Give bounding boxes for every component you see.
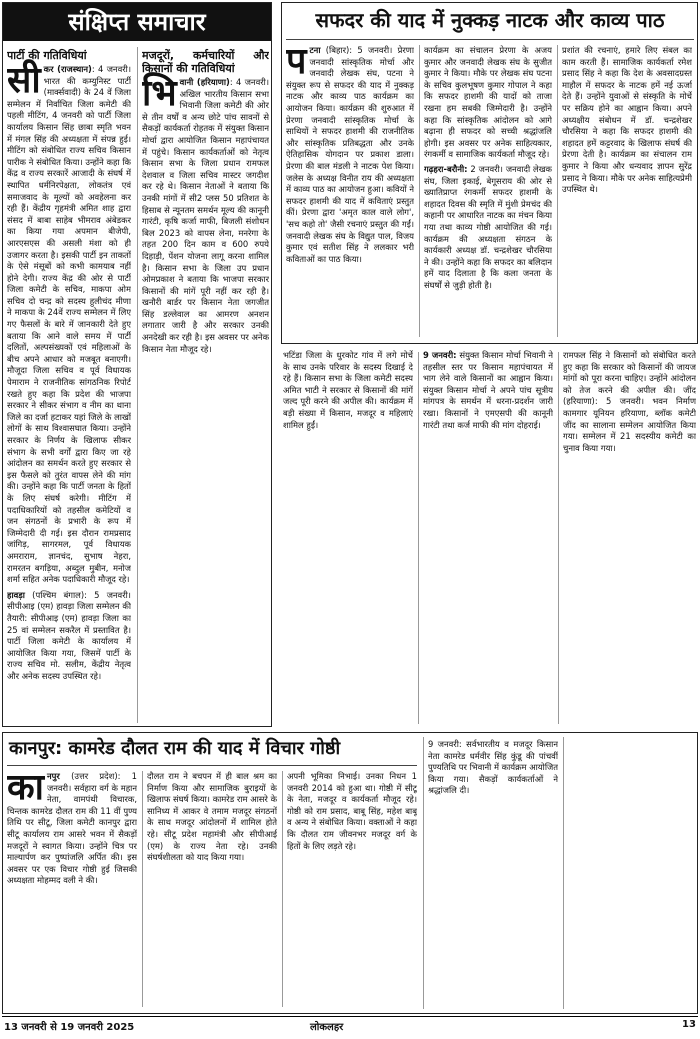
item1-text: : 4 जनवरी। भारत की कम्युनिस्ट पार्टी (मार्क्सवादी) के 24 वें जिला सम्मेलन में निर्वाचित जिला कमेटी की पहली मीटिंग, 4 जनवरी को पार्टी जिला कार्यालय किसान सिंह छाबा स्मृति भवन में मंगल सिंह की अध्यक्षता में संपन्न हुई। मीटिंग को संबोधित राज्य सचिव किसान पारीक ने संबोधित किया। उन्होंने कहा कि केंद्र व राज्य सरकारें आजादी के संघर्ष में स्थापित धर्मनिरपेक्षता, लोकतंत्र एवं समाजवाद के मूल्यों को अवहेलना कर रही हैं। केंद्रीय गृहमंत्री अमित शाह द्वारा संसद में बाबा साहेब भीमराव अंबेडकर का किया गया अपमान बीजेपी, आरएसएस की असली मंशा को ही उजागर करता है। इसकी पार्टी इन ताकतों के ऐसे मंसूबों को कभी कामयाब नहीं होने देगी। राज्य केंद्र की ओर से पार्टी जिला कमेटी के सचिव, माकपा ओम सचिव दो चन्द्र को सदस्य हुलीचंद मीणा ने माकपा के 24वें राज्य सम्मेलन में लिए गए फैसलों के बारे में जानकारी देते हुए बताया कि आने वाले समय में पार्टी दलितों, अल्पसंख्यकों एवं महिलाओं के बीच अपने आधार को मजबूत बनाएगी। मौजूदा जिला सचिव व पूर्व विधायक पेमाराम ने राजनीतिक सांगठनिक रिपोर्ट रखते हुए कहा कि प्रदेश की भाजपा सरकार ने सीकर संभाग व नीम का थाना जिले का दर्जा हटाकर यहां जिले के लाखों लोगों के साथ विश्वासघात किया। उन्होंने सरकार के निर्णय के खिलाफ सीकर संभाग के सभी वर्गों द्वारा किए जा रहे आंदोलन का समर्थन करते हुए सरकार से इस फैसले को तुरंत वापस लेने की मांग की। उन्होंने कहा कि पार्टी जनता के हितों के लिए संघर्ष करेगी। मीटिंग में पदाधिकारियों को तहसील कमेटियों व जन संगठनों के प्रभारी के रूप में जिम्मेदारी दी गई। इस दौरान रामप्रसाद जांगिड़, सागरमल, पूर्व विधायक अमराराम, ज्ञानचंद, सुभाष नेहरा, रामरतन बगड़िया, अब्दुल मुबीन, मनोज शर्मा सहित अनेक पदाधिकारी मौजूद रहे। [7, 64, 131, 585]
middle-col-2 [423, 350, 553, 726]
item2-text: सीपीआइ (एम) हावड़ा जिला सम्मेलन की तैयारी: सीपीआइ (एम) हावड़ा जिला का 25 वां सम्मेलन सकरैल में प्रस्तावित है। पार्टी जिला कमेटी के कार्यालय में आयोजित किया गया, जिसमें पार्टी के राज्य सचिव मो. सलीम, केंद्रीय नेतृत्व और अनेक सदस्य उपस्थित रहे। [7, 601, 131, 681]
bottom-place: नपुर [46, 771, 60, 781]
top-article-title: सफदर की याद में नुक्कड़ नाटक और काव्य पाठ [315, 8, 665, 32]
left-col-1 [7, 47, 131, 725]
item2-place: हावड़ा [7, 589, 25, 600]
footer-date: 13 जनवरी से 19 जनवरी 2025 [4, 1022, 135, 1033]
left-news-box [2, 2, 272, 727]
item1-heading: पार्टी की गतिविधियां [7, 49, 87, 62]
middle-col-1 [283, 350, 413, 726]
item1-place: कर (राजस्थान) [43, 64, 92, 74]
bottom-col4-text: 9 जनवरी: सर्वभारतीय व मजदूर किसान नेता कामरेड धर्मवीर सिंह कुंडू की पांचवीं पुण्यतिथि पर भिवानी में कार्यक्रम आयोजित किया गया। सैकड़ों कार्यकर्ताओं ने श्रद्धांजलि दी। [428, 739, 558, 796]
bottom-dropcap: का [7, 771, 44, 808]
item3-place: वानी (हरियाणा) [179, 77, 230, 87]
item2-dateline: (पश्चिम बंगाल): 5 जनवरी। [32, 589, 131, 600]
footer-publication: लोकलहर [310, 1022, 344, 1033]
top-col1-text: प्रेरणा जनवादी सांस्कृतिक मोर्चा और जनवादी लेखक संघ, पटना ने संयुक्त रूप से सफदर की याद में नुक्कड़ नाटक और काव्य पाठ कार्यक्रम का आयोजन किया। कार्यक्रम की शुरुआत में प्रेरणा जनवादी सांस्कृतिक मोर्चा के साथियों ने सफदर हाशमी की राजनीतिक और सांस्कृतिक प्रतिबद्धता और उनके ऐतिहासिक योगदान पर प्रकाश डाला। प्रेरणा की बाल मंडली ने नाटक पेश किया। जलेस के अध्यक्ष विनीत राय की अध्यक्षता में काव्य पाठ का आयोजन हुआ। कवियों ने सफदर हाशमी की याद में कविताएं प्रस्तुत कीं। प्रेरणा द्वारा 'अमृत काल वाले लोग', 'सच कहो तो' जैसी रचनाएं प्रस्तुत की गईं। जनवादी लेखक संघ के विद्युत पाल, विजय कुमार एवं सतीश सिंह ने ललकार भरी कविताओं का पाठ किया। [286, 45, 414, 264]
top-article-box [281, 2, 698, 344]
top-sub-place: गढ़हरा-बरौनी: [424, 163, 468, 174]
middle-col2-text: संयुक्त किसान मोर्चा भिवानी ने तहसील स्तर पर किसान महापंचायत में भाग लेने वाले किसानों का आह्वान किया। संयुक्त किसान मोर्चा ने अपने पांच सूत्रीय मांगपत्र के समर्थन में धरना-प्रदर्शन जारी रखा। किसानों ने एमएसपी की कानूनी गारंटी तथा कर्ज माफी की मांग दोहराई। [423, 350, 553, 430]
bottom-col-1 [7, 771, 137, 1009]
top-dropcap: प [286, 45, 307, 82]
top-col2-text: कार्यक्रम का संचालन प्रेरणा के अजय कुमार और जनवादी लेखक संघ के सुजीत कुमार ने किया। मौके पर लेखक संघ पटना के सचिव कुलभूषण कुमार गोपाल ने कहा कि सफदर हाशमी की यादों को ताजा रखना हम सबकी जिम्मेदारी है। उन्होंने कहा कि सांस्कृतिक आंदोलन को आगे बढ़ाना ही सफदर को सच्ची श्रद्धांजलि होगी। इस अवसर पर अनेक साहित्यकार, रंगकर्मी व सामाजिक कार्यकर्ता मौजूद रहे। [424, 45, 552, 160]
footer-page-number: 13 [682, 1019, 696, 1030]
bottom-col-4 [428, 739, 558, 1009]
bottom-col1-text: सर्वहारा वर्ग के महान नेता, वामपंथी विचारक, चिन्तक कामरेड दौलत राम की 11 वीं पुण्य तिथि पर सीटू, जिला कमेटी कानपुर द्वारा सीटू कार्यालय राम आसरे भवन में सैकड़ों मजदूरों ने स्वागत किया। उन्होंने चित्र पर माल्यार्पण कर पुष्पांजलि अर्पित की। इस अवसर पर एक विचार गोष्ठी हुई जिसकी अध्यक्षता मोहम्मद वली ने की। [7, 782, 137, 886]
top-sub-text: 2 जनवरी। जनवादी लेखक संघ, जिला इकाई, बेगूसराय की ओर से ख्यातिप्राप्त रंगकर्मी सफदर हाशमी के शहादत दिवस की स्मृति में मुंशी प्रेमचंद की कहानी पर आधारित नाटक का मंचन किया गया तथा काव्य गोष्ठी आयोजित की गई। कार्यक्रम की अध्यक्षता संगठन के कार्यकारी अध्यक्ष डॉ. चन्द्रशेखर चौरसिया ने की। उन्होंने कहा कि सफदर का बलिदान हमें याद दिलाता है कि कला जनता के संघर्षों से जुड़ी होती है। [424, 163, 552, 290]
bottom-article-title: कानपुर: कामरेड दौलत राम की याद में विचार गोष्ठी [9, 738, 341, 759]
left-col-2 [142, 47, 269, 725]
item3-text: : 4 जनवरी। अखिल भारतीय किसान सभा भिवानी जिला कमेटी की ओर से तीन वर्षों व अन्य छोटे पांच सावनों से सैकड़ों कार्यकर्ता रोहतक में संयुक्त किसान मोर्चा द्वारा आयोजित किसान महापंचायत में पहुंचे। किसान कार्यकर्ताओं को नेतृत्व किसान सभा के जिला प्रधान रामफल देशवाल व जिला सचिव मास्टर जगदीश कर रहे थे। किसान नेताओं ने बताया कि उनकी मांगों में सी2 प्लस 50 प्रतिशत के हिसाब से न्यूनतम समर्थन मूल्य की कानूनी गारंटी, कृषि कर्जा माफी, बिजली संशोधन बिल 2023 को वापस लेना, मनरेगा के तहत 200 दिन काम व 600 रुपये दिहाड़ी, पेंशन योजना लागू करना शामिल है। किसान सभा के जिला उप प्रधान ओमप्रकाश ने बताया कि भाजपा सरकार किसानों की मांगें पूरी नहीं कर रही है। खनौरी बार्डर पर किसान नेता जगजीत सिंह डल्लेवाल का आमरण अनशन लगातार जारी है और सरकार उनकी अनदेखी कर रही है। इस अवसर पर अनेक किसान नेता मौजूद रहे। [142, 77, 269, 354]
middle-col3-text: रामफल सिंह ने किसानों को संबोधित करते हुए कहा कि सरकार को किसानों की जायज मांगों को पूरा करना चाहिए। उन्होंने आंदोलन को तेज करने की अपील की। जींद (हरियाणा): 5 जनवरी। भवन निर्माण कामगार यूनियन हरियाणा, ब्लॉक कमेटी जींद का सालाना सम्मेलन आयोजित किया गया। सम्मेलन में 21 सदस्यीय कमेटी का चुनाव किया गया। [563, 350, 696, 453]
left-box-title: संक्षिप्त समाचार [3, 3, 271, 41]
bottom-col3-text: अपनी भूमिका निभाई। उनका निधन 1 जनवरी 2014 को हुआ था। गोष्ठी में सीटू के नेता, मजदूर व कार्यकर्ता मौजूद रहे। गोष्ठी को राम प्रसाद, बाबू सिंह, महेश बाबू व अन्य ने संबोधित किया। वक्ताओं ने कहा कि दौलत राम जीवनभर मजदूर वर्ग के हितों के लिए लड़ते रहे। [287, 771, 417, 851]
bottom-col2-text: दौलत राम ने बचपन में ही बाल श्रम का निर्माण किया और सामाजिक बुराइयों के खिलाफ संघर्ष किया। कामरेड राम आसरे के सानिध्य में आकर वे तमाम मजदूर संगठनों के साथ मजदूर आंदोलनों में शामिल होते रहे। सीटू प्रदेश महामंत्री और सीपीआई (एम) के राज्य नेता रहे। उनकी संघर्षशीलता को याद किया गया। [147, 771, 277, 863]
item3-heading: मजदूरों, कर्मचारियों और किसानों की गतिविधियां [142, 49, 269, 75]
item3-dropcap: भि [142, 73, 177, 114]
top-col-2 [424, 45, 552, 339]
middle-col-3 [563, 350, 696, 726]
top-col-3 [562, 45, 692, 339]
bottom-col-3 [287, 771, 417, 1009]
top-col-1 [286, 45, 414, 339]
middle-col1-text: भटिंडा जिला के धुरकोट गांव में लगे मोर्चे के साथ उनके परिवार के सदस्य दिखाई दे रहे हैं। किसान सभा के जिला कमेटी सदस्य अमित भाटी ने सरकार से किसानों की मांगें जल्द पूरी करने की अपील की। कार्यक्रम में बड़ी संख्या में किसान, मजदूर व महिलाएं शामिल हुईं। [283, 350, 413, 430]
top-place: टना [309, 45, 321, 55]
top-dateline: (बिहार): 5 जनवरी। [325, 45, 393, 55]
bottom-article-box [2, 732, 698, 1014]
middle-col2-place: 9 जनवरी: [423, 350, 457, 360]
item1-dropcap: सी [7, 60, 41, 101]
bottom-dateline: (उत्तर प्रदेश): 1 जनवरी। [46, 771, 137, 793]
top-col3-text: प्रशांत की रचनाएं, हमारे लिए संबल का काम करती हैं। सामाजिक कार्यकर्ता रमेश प्रसाद सिंह ने कहा कि देश के अवसादग्रस्त माहौल में सफदर के नाटक हमें नई ऊर्जा देते हैं। उन्होंने युवाओं से संस्कृति के मोर्चे पर सक्रिय होने का आह्वान किया। अपने अध्यक्षीय संबोधन में डॉ. चन्द्रशेखर चौरसिया ने कहा कि सफदर हाशमी की शहादत हमें कट्टरवाद के खिलाफ संघर्ष की प्रेरणा देती है। कार्यक्रम का संचालन राम कुमार ने किया और धन्यवाद ज्ञापन सुरेंद्र प्रसाद ने किया। मौके पर अनेक साहित्यप्रेमी उपस्थित थे। [562, 45, 692, 195]
bottom-col-2 [147, 771, 277, 1009]
